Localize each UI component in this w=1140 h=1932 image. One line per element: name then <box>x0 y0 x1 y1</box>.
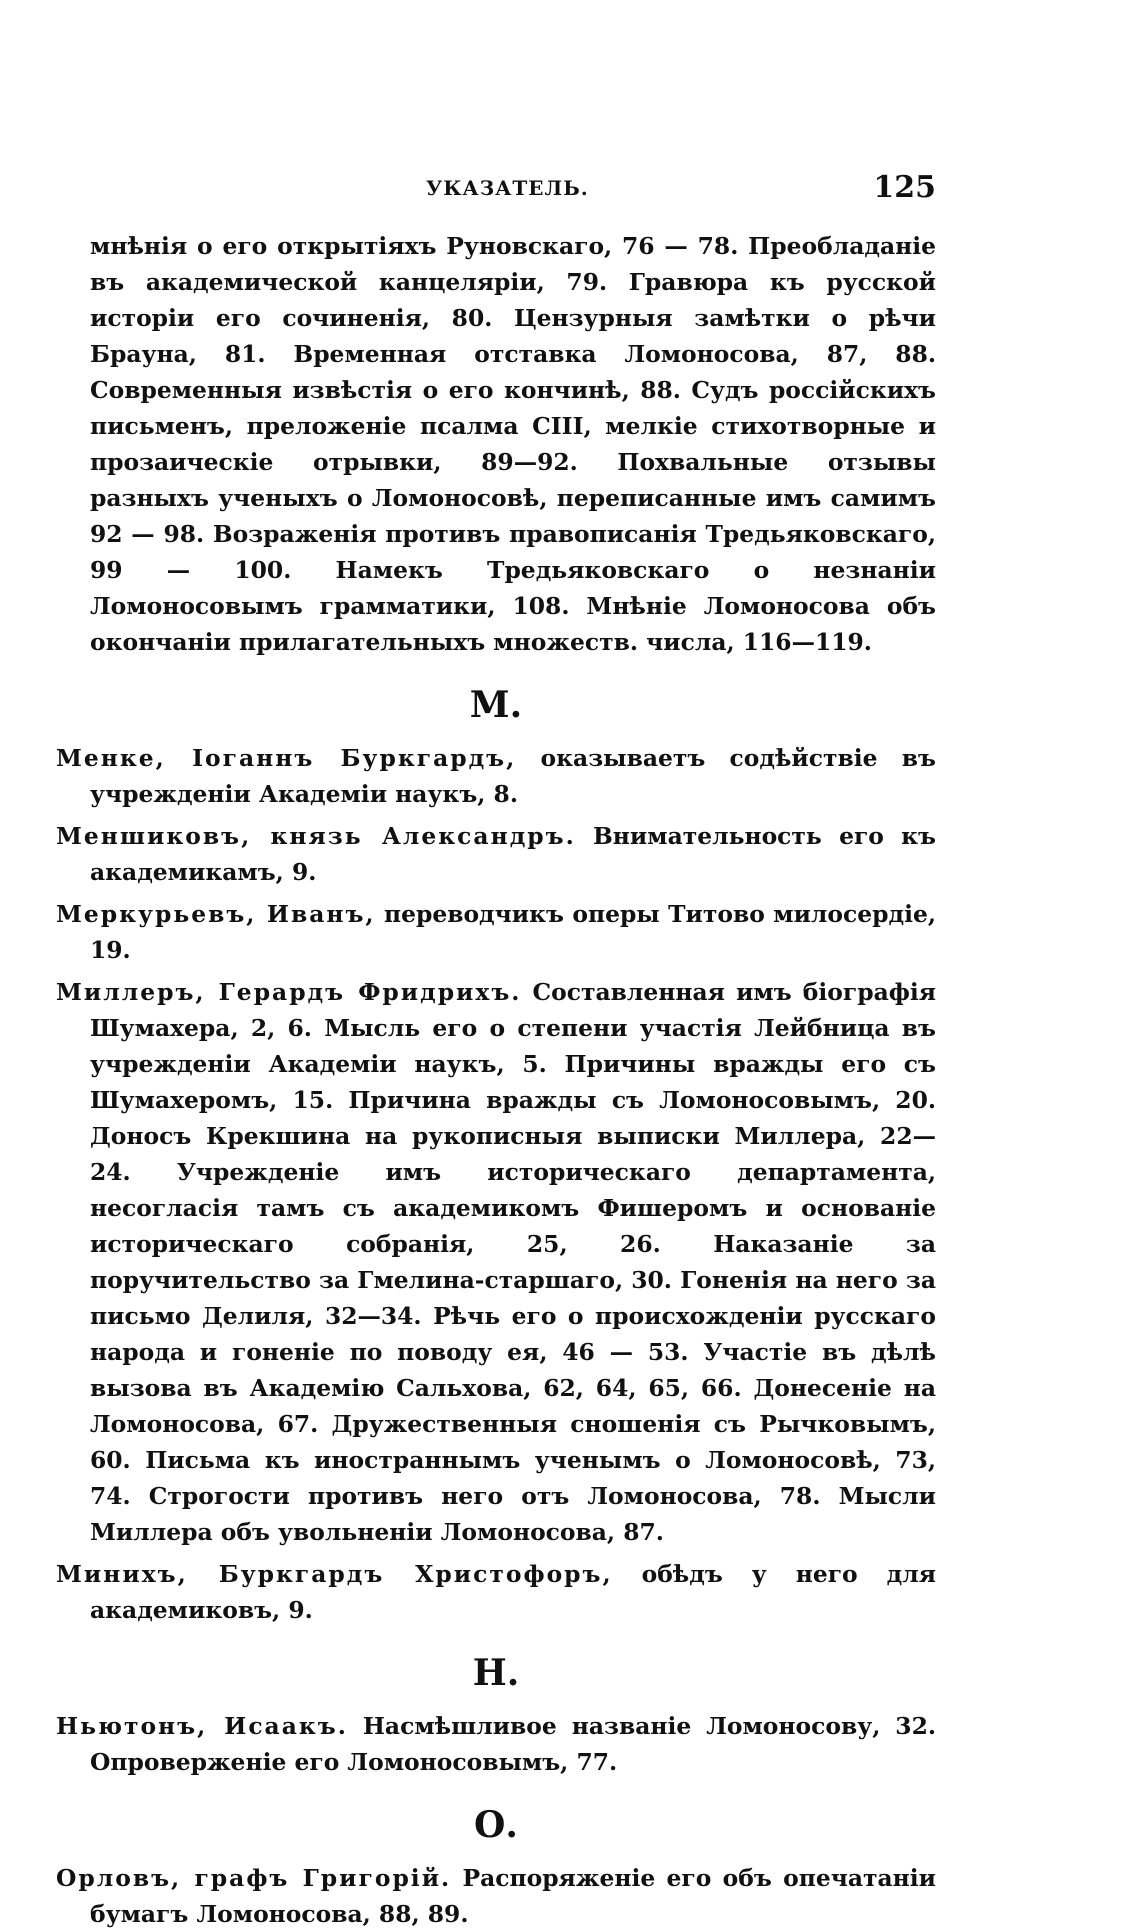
section-letter-n: Н. <box>472 1652 520 1694</box>
index-entry-menshikov <box>56 818 936 890</box>
running-head <box>56 170 936 214</box>
entry-text: переводчикъ оперы Титово милосердіе, 19. <box>90 900 936 964</box>
entry-name: Ньютонъ, Исаакъ. <box>56 1712 348 1740</box>
entry-text: Насмѣшливое названіе Ломоносову, 32. Опроверженіе его Ломоносовымъ, 77. <box>90 1712 936 1776</box>
entry-name: Меркурьевъ, Иванъ, <box>56 900 376 928</box>
index-entry-newton <box>56 1708 936 1780</box>
section-letter-o: О. <box>474 1804 518 1846</box>
entry-text: оказываетъ содѣйствіе въ учрежденіи Академіи наукъ, 8. <box>90 744 936 808</box>
continued-entry-text: мнѣнія о его открытіяхъ Руновскаго, 76 — 78. Преобладаніе въ академической канцеляріи, 79. Гравюра къ русской исторіи его сочиненія, 80. Цензурныя замѣтки о рѣчи Брауна, 81. Временная отставка Ломоносова, 87, 88. Современныя извѣстія о его кончинѣ, 88. Судъ россійскихъ письменъ, преложеніе псалма CIII, мелкіе стихотворные и прозаическіе отрывки, 89—92. Похвальные отзывы разныхъ ученыхъ о Ломоносовѣ, переписанные имъ самимъ 92 — 98. Возраженія противъ правописанія Тредьяковскаго, 99 — 100. Намекъ Тредьяковскаго о незнаніи Ломоносовымъ грамматики, 108. Мнѣніе Ломоносова объ окончаніи прилагательныхъ множеств. числа, 116—119. <box>90 232 936 656</box>
index-page <box>56 170 936 1932</box>
index-entry-merkuryev <box>56 896 936 968</box>
entry-name: Орловъ, графъ Григорій. <box>56 1864 452 1892</box>
section-letter-m: М. <box>469 684 523 726</box>
page-number: 125 <box>873 170 936 205</box>
running-head-title: УКАЗАТЕЛЬ. <box>426 176 589 200</box>
entry-text: Составленная имъ біографія Шумахера, 2, 6. Мысль его о степени участія Лейбница въ учрежденіи Академіи наукъ, 5. Причины вражды его съ Шумахеромъ, 15. Причина вражды съ Ломоносовымъ, 20. Доносъ Крекшина на рукописныя выписки Миллера, 22—24. Учрежденіе имъ историческаго департамента, несогласія тамъ съ академикомъ Фишеромъ и основаніе историческаго собранія, 25, 26. Наказаніе за поручительство за Гмелина-старшаго, 30. Гоненія на него за письмо Делиля, 32—34. Рѣчь его о происхожденіи русскаго народа и гоненіе по поводу ея, 46 — 53. Участіе въ дѣлѣ вызова въ Академію Сальхова, 62, 64, 65, 66. Донесеніе на Ломоносова, 67. Дружественныя сношенія съ Рычковымъ, 60. Письма къ иностраннымъ ученымъ о Ломоносовѣ, 73, 74. Строгости противъ него отъ Ломоносова, 78. Мысли Миллера объ увольненіи Ломоносова, 87. <box>90 978 936 1546</box>
entry-name: Менке, Іоганнъ Буркгардъ, <box>56 744 517 772</box>
entry-text: Внимательность его къ академикамъ, 9. <box>90 822 936 886</box>
index-entry-orlov <box>56 1860 936 1932</box>
index-entry-minikh <box>56 1556 936 1628</box>
index-entry-menke <box>56 740 936 812</box>
entry-name: Меншиковъ, князь Александръ. <box>56 822 576 850</box>
entry-text: Распоряженіе его объ опечатаніи бумагъ Ломоносова, 88, 89. <box>90 1864 936 1928</box>
entry-text: обѣдъ у него для академиковъ, 9. <box>90 1560 936 1624</box>
entry-name: Минихъ, Буркгардъ Христофоръ, <box>56 1560 613 1588</box>
entry-name: Миллеръ, Герардъ Фридрихъ. <box>56 978 522 1006</box>
index-entry-miller <box>56 974 936 1550</box>
